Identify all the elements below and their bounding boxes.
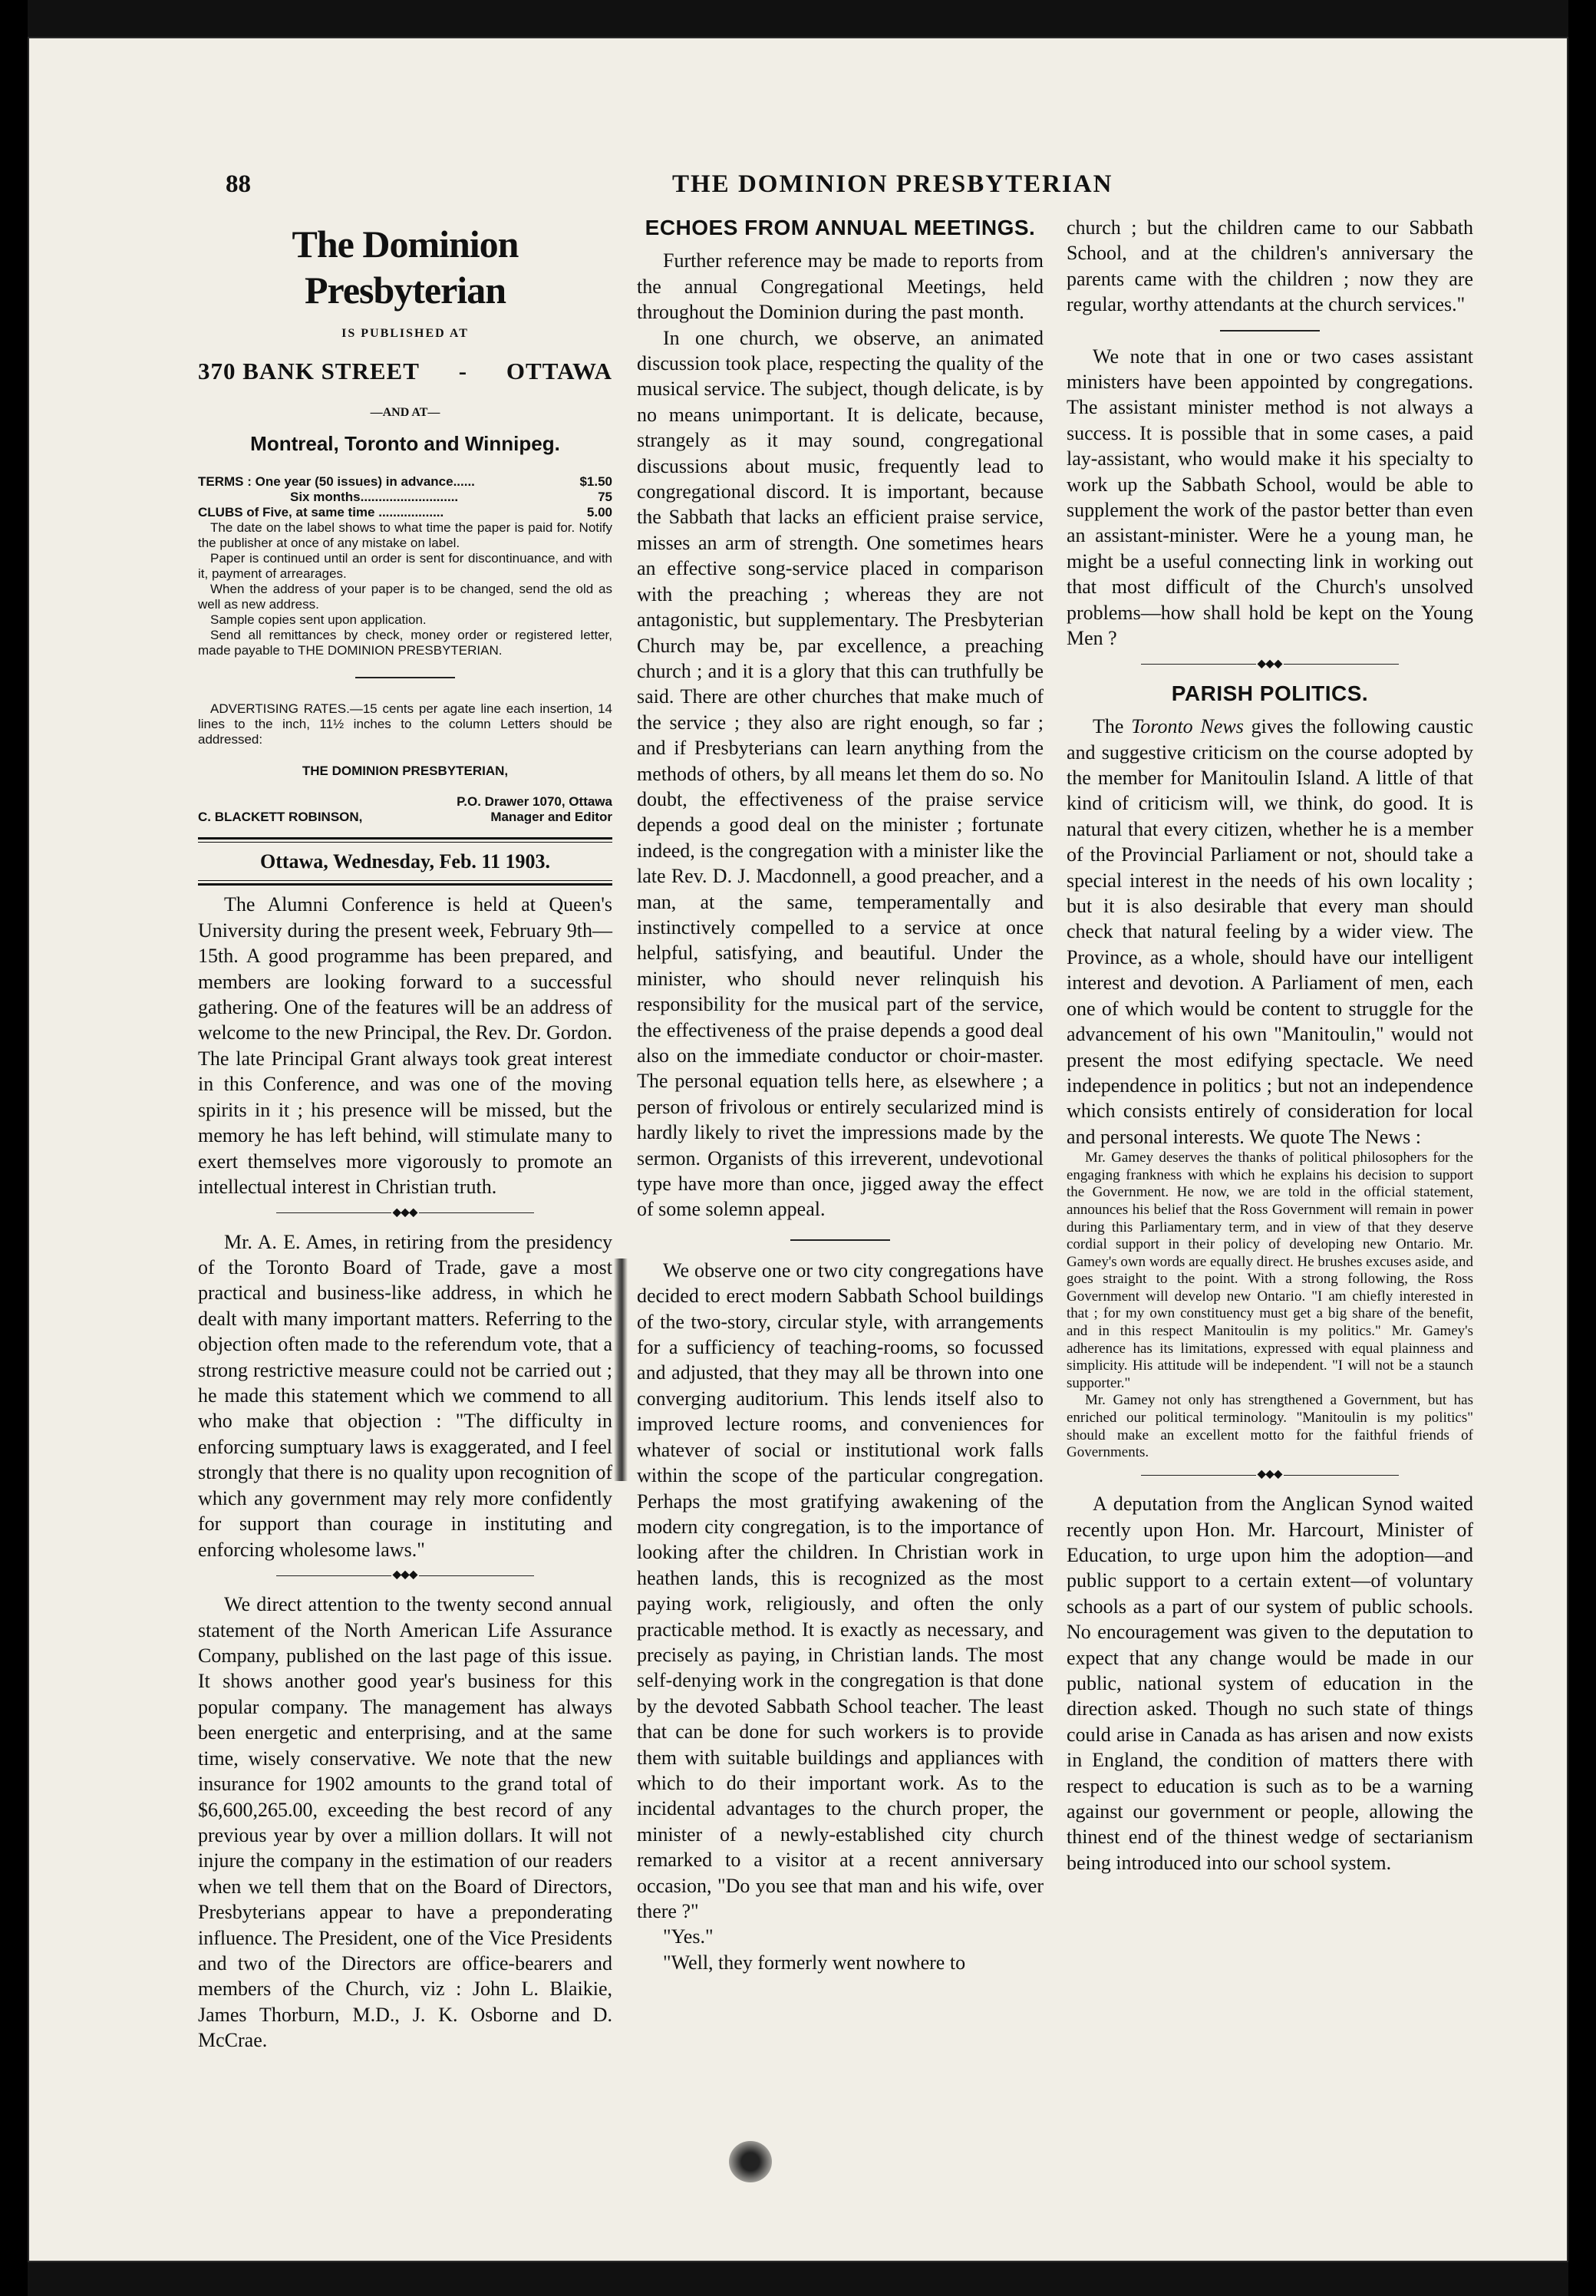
echoes-heading: ECHOES FROM ANNUAL MEETINGS. bbox=[645, 216, 1036, 239]
po-box: P.O. Drawer 1070, Ottawa bbox=[457, 794, 612, 810]
text-fragment: The bbox=[1093, 715, 1132, 738]
page-number: 88 bbox=[226, 170, 251, 198]
and-at: —AND AT— bbox=[370, 405, 440, 419]
advertising-rates: ADVERTISING RATES.—15 cents per agate line each insertion, 14 lines to the inch, 11½ inches to the column Letters should be addressed: bbox=[198, 701, 612, 747]
address-street: 370 BANK STREET bbox=[198, 358, 420, 385]
divider-rule bbox=[355, 677, 455, 678]
paragraph-sabbath-school-buildings: We observe one or two city congregations have decided to erect modern Sabbath School buildings of the two-story, circular style, with arrangements for a sufficiency of teaching-rooms, so focussed and adjusted, that they may all be thrown into one converging auditorium. This lends itself also to improved lecture rooms, and conveniences for whatever of social or institutional work falls within the scope of the particular congregation. Perhaps the most gratifying awakening of the modern city congregation, is to the importance of looking after the children. In Christian work in heathen lands, this is recognized as the most paying work, religiously, and often the only practicable method. It is exactly as necessary, and precisely as paying, in Christian lands. The most self-denying work in the congregation is that done by the devoted Sabbath School teacher. The least that can be done for such workers is to provide them with suitable buildings and appliances with which to do their important work. As to the incidental advantages to the church proper, the minister of a newly-established city church remarked to a visitor at a recent anniversary occasion, "Do you see that man and his wife, over there ?" bbox=[637, 1259, 1044, 1922]
dateline-rule-bottom bbox=[198, 880, 612, 886]
paragraph-yes: "Yes." bbox=[663, 1925, 714, 1948]
column-3 bbox=[1067, 215, 1473, 1875]
terms-note: Sample copies sent upon application. bbox=[210, 612, 427, 627]
scan-border-right bbox=[1568, 0, 1596, 2296]
divider-rule bbox=[1220, 330, 1320, 332]
paragraph-parish-politics bbox=[1067, 714, 1473, 1150]
terms-label: TERMS : One year (50 issues) in advance...... bbox=[198, 473, 475, 489]
ornamental-divider: ◆◆◆ bbox=[1067, 656, 1473, 673]
six-months-row bbox=[198, 490, 612, 505]
ornamental-divider: ◆◆◆ bbox=[198, 1204, 612, 1221]
paragraph-ames-address: Mr. A. E. Ames, in retiring from the presidency of the Toronto Board of Trade, gave a most practical and business-like address, in which he dealt with many important matters. Referring to the objection often made to the referendum vote, that a strong restrictive measure could not be carried out ; he made this statement which we commend to all who make that objection : "The difficulty in enforcing sumptuary laws is exaggerated, and I feel strongly that there is no quality upon recognition of which any government may rely more confidently for support than courage in instituting and enforcing wholesome laws." bbox=[198, 1230, 612, 1561]
column-1 bbox=[198, 215, 612, 2054]
news-quotation bbox=[1067, 1150, 1473, 1462]
paragraph-assistant-ministers: We note that in one or two cases assistant ministers have been appointed by congregations. The assistant minister method is not always a success. It is possible that in some cases, a paid lay-assistant, who would make it his specialty to work up the Sabbath School, would be able to supplement the work of the pastor better than even an assistant-minister. Were he a young man, he might be a useful connecting link in working out that most difficult of the Church's unsolved problems—how shall hold be kept on the Young Men ? bbox=[1067, 345, 1473, 650]
terms-price: $1.50 bbox=[579, 473, 612, 489]
paragraph-well-they: "Well, they formerly went nowhere to bbox=[663, 1951, 966, 1974]
terms-note: Paper is continued until an order is sent for discontinuance, and with it, payment of arrearages. bbox=[198, 550, 612, 581]
paragraph-echoes-intro: Further reference may be made to reports from the annual Congregational Meetings, held throughout the Dominion during the past month. bbox=[637, 249, 1044, 324]
terms-note: Send all remittances by check, money order or registered letter, made payable to THE DOMINION PRESBYTERIAN. bbox=[198, 627, 612, 658]
address-dash: - bbox=[458, 358, 468, 385]
paragraph-north-american-life: We direct attention to the twenty second annual statement of the North American Life Assurance Company, published on the last page of this issue. It shows another good year's business for this popular company. The management has always been energetic and enterprising, and at the same time, wisely conservative. We note that the new insurance for 1902 amounts to the grand total of $6,600,265.00, exceeding the best record of any previous year by over a million dollars. It will not injure the company in the estimation of our readers when we tell them that on the Board of Directors, Presbyterians appear to have a preponderating influence. The President, one of the Vice Presidents and two of the Directors are office-bearers and members of the Church, viz : John L. Blaikie, James Thorburn, M.D., J. K. Osborne and D. McCrae. bbox=[198, 1593, 612, 2052]
paragraph-alumni-conference: The Alumni Conference is held at Queen's University during the present week, February 9th—15th. A good programme has been prepared, and members are looking forward to a successful gathering. One of the features will be an address of welcome to the new Principal, the Rev. Dr. Gordon. The late Principal Grant always took great interest in this Conference, and was one of the moving spirits in it ; his presence will be missed, but the memory he has left behind, will stimulate many to exert themselves more vigorously to promote an intellectual interest in Christian truth. bbox=[198, 893, 612, 1198]
clubs-row bbox=[198, 505, 612, 520]
terms-row bbox=[198, 474, 612, 490]
terms-note: The date on the label shows to what time the paper is paid for. Notify the publisher at once of any mistake on label. bbox=[198, 520, 612, 550]
dateline-rule-top bbox=[198, 837, 612, 843]
clubs-label: CLUBS of Five, at same time .................. bbox=[198, 504, 444, 520]
terms-note: When the address of your paper is to be changed, send the old as well as new address. bbox=[198, 581, 612, 612]
column-2 bbox=[637, 215, 1044, 1975]
paragraph-church-continued: church ; but the children came to our Sabbath School, and at the children's anniversary the parents came with the children ; now they are regular, worthy attendants at the church services." bbox=[1067, 216, 1473, 316]
dateline: Ottawa, Wednesday, Feb. 11 1903. bbox=[259, 850, 550, 873]
quote-paragraph: Mr. Gamey deserves the thanks of political philosophers for the engaging frankness with which he explains his decision to support the Government. He now, we are told in the official statement, announces his belief that the Ross Government will remain in power during this Parliamentary term, and in view of that they deserve cordial support in their policy of developing new Ontario. Mr. Gamey's own words are equally direct. He brushes excuses aside, and goes straight to the point. With a strong following, the Ross Government will develop new Ontario. "I am chiefly interested in that ; for my own constituency must get a big share of the benefit, and in this respect Manitoulin is my politics." Mr. Gamey's adherence has its limitations, expressed with equal plainness and simplicity. His attitude will be independent. "I will not be a staunch supporter." bbox=[1067, 1150, 1473, 1391]
ink-blot bbox=[729, 2141, 772, 2182]
text-fragment: gives the following caustic and suggestive criticism on the course adopted by the member for Manitoulin Island. A little of that kind of criticism will, we think, do good. It is natural that every citizen, whether he is a member of the Provincial Parliament or not, should take a special interest in the needs of his own locality ; but it is also desirable that every man should check that natural feeling by a wider view. The Province, as a whole, should have our intelligent interest and devotion. A Parliament of men, each one of which would be content to struggle for the advancement of his own "Manitoulin," would not present the most edifying spectacle. We need independence in politics ; but not an independence which consists entirely of consideration for local and personal interests. We quote The News : bbox=[1067, 715, 1474, 1148]
quote-paragraph: Mr. Gamey not only has strengthened a Government, but has enriched our political terminology. "Manitoulin is my politics" should make an excellent motto for the faithful friends of Governments. bbox=[1067, 1392, 1473, 1461]
editor-title: Manager and Editor bbox=[490, 810, 612, 825]
publication-name: Toronto News bbox=[1131, 715, 1244, 738]
ornamental-divider: ◆◆◆ bbox=[198, 1567, 612, 1584]
editor-name: C. BLACKETT ROBINSON, bbox=[198, 810, 363, 825]
editor-row bbox=[198, 810, 612, 825]
running-title: THE DOMINION PRESBYTERIAN bbox=[672, 170, 1113, 198]
published-at: IS PUBLISHED AT bbox=[341, 327, 469, 340]
publisher-name: THE DOMINION PRESBYTERIAN, bbox=[302, 763, 509, 778]
paragraph-musical-service: In one church, we observe, an animated discussion took place, respecting the quality of the musical service. The subject, though delicate, is by no means unimportant. It is delicate, because, strangely as it may sound, congregational discussions about music, frequently lead to congregational discord. It is important, because the Sabbath that lacks an efficient praise service, misses an arm of strength. One sometimes hears an effective song-service placed in comparison with the preaching ; whereas they are not antagonistic, but supplementary. The Presbyterian Church may be, par excellence, a preaching church ; and it is a glory that this can truthfully be said. There are other churches that make much of the service ; they also are right enough, so far ; and if Presbyterians can learn anything from the methods of others, by all means let them do so. No doubt, the effectiveness of the praise service depends a good deal on the minister ; fortunate indeed, is the congregation with a minister like the late Rev. D. J. Macdonnell, a good preacher, and a man, at the same, temperamentally and instinctively compelled to a service at once helpful, satisfying, and beautiful. Under the minister, who should never relinquish his responsibility for the musical part of the service, the effectiveness of the praise depends a good deal also on the immediate conductor or choir-master. The personal equation tells here, as elsewhere ; a person of frivolous or entirely secularized mind is hardly likely to rivet the impressions made by the sermon. Organists of this irreverent, undevotional type have more than once, jigged away the effect of some solemn appeal. bbox=[637, 326, 1044, 1221]
running-head bbox=[207, 170, 1389, 209]
subscription-terms bbox=[198, 474, 612, 658]
clubs-price: 5.00 bbox=[586, 504, 612, 520]
six-months-price: 75 bbox=[598, 489, 612, 504]
po-row bbox=[198, 794, 612, 810]
paragraph-anglican-synod: A deputation from the Anglican Synod waited recently upon Hon. Mr. Harcourt, Minister of Education, to urge upon him the adoption—and public support to a certain extent—of voluntary schools as a part of our system of public schools. No encouragement was given to the deputation to expect that any change would be made in our public, national system of education in the direction asked. Though no such state of things could arise in Canada as has arisen and now exists in England, the condition of matters there with respect to education is such as to be a warning against our government or people, allowing the thinest end of the thinest wedge of sectarianism being introduced into our school system. bbox=[1067, 1493, 1473, 1874]
six-months-label: Six months........................... bbox=[290, 489, 459, 504]
scan-blemish bbox=[614, 1259, 628, 1481]
ornamental-divider: ◆◆◆ bbox=[1067, 1466, 1473, 1483]
branch-cities: Montreal, Toronto and Winnipeg. bbox=[250, 432, 560, 456]
scan-border-left bbox=[0, 0, 28, 2296]
address-city: OTTAWA bbox=[506, 358, 612, 385]
masthead-address bbox=[198, 358, 612, 384]
parish-politics-heading: PARISH POLITICS. bbox=[1171, 681, 1369, 705]
masthead-title: The Dominion Presbyterian bbox=[292, 223, 519, 312]
divider-rule bbox=[790, 1239, 890, 1241]
